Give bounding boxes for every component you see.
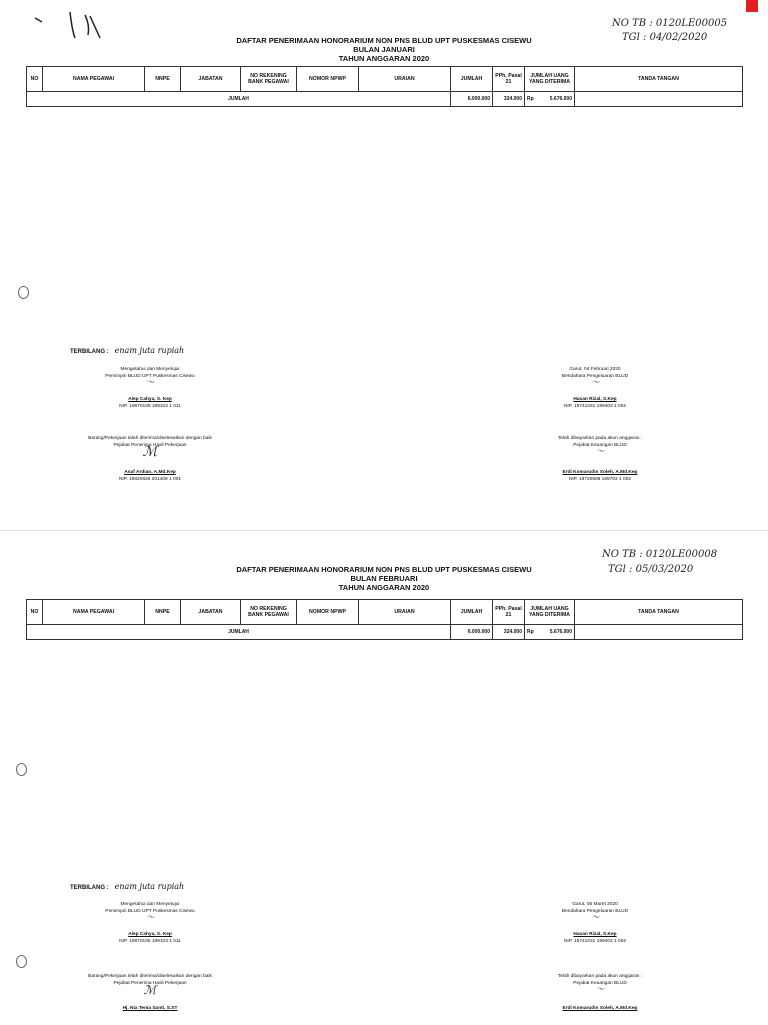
finance-signature: ～ <box>595 985 605 995</box>
receiver-caption: Barang/Pekerjaan telah diterima/diselesaikan dengan baik <box>88 974 212 979</box>
total-diterima <box>525 625 575 640</box>
doc-year: TAHUN ANGGARAN 2020 <box>338 583 430 592</box>
receiver-signature: ℳ <box>142 444 158 460</box>
finance-name: Erdi Komarudin Soleh, A.Md.Kep <box>562 1006 638 1011</box>
finance-block <box>520 973 680 1012</box>
col-pph: PPh. Pasal 21 <box>493 67 525 92</box>
receiver-signature: ℳ <box>143 983 157 997</box>
doc-month: BULAN JANUARI <box>353 45 415 54</box>
approver-nip: NIP. 19670105 199103 1 011 <box>119 939 181 944</box>
receiver-role: Pejabat Penerima Hasil Pekerjaan <box>113 981 187 986</box>
finance-signature: ～ <box>595 447 605 457</box>
col-jabatan: JABATAN <box>181 600 241 625</box>
handwritten-note-number: NO TB : 0120LE00008 <box>602 549 718 560</box>
table-header-row <box>27 600 743 625</box>
col-tanda-tangan: TANDA TANGAN <box>575 600 743 625</box>
approver-name: Alep Cahya, S. Kep <box>128 932 172 937</box>
receiver-block <box>50 973 250 1012</box>
punch-hole-icon <box>16 955 27 968</box>
col-diterima: JUMLAH UANG YANG DITERIMA <box>525 600 575 625</box>
document-february <box>0 530 768 1025</box>
col-jumlah: JUMLAH <box>451 600 493 625</box>
treasurer-block <box>520 901 670 945</box>
finance-nip: NIP. 19720608 199703 1 002 <box>568 477 632 482</box>
col-nama: NAMA PEGAWAI <box>43 67 145 92</box>
handwritten-note-date: TGl : 04/02/2020 <box>622 32 708 43</box>
col-no: NO <box>27 600 43 625</box>
finance-name: Erdi Komarudin Soleh, A.Md.Kep <box>562 470 638 475</box>
table-total-row <box>27 92 743 107</box>
col-no: NO <box>27 67 43 92</box>
total-jumlah: 6.000.000 <box>451 92 493 107</box>
receiver-name: Anaf Ardian, A.Md.Kep <box>124 470 176 475</box>
approver-block <box>80 366 220 410</box>
col-uraian: URAIAN <box>359 600 451 625</box>
finance-caption: Telah dibayarkan pada akun anggaran : <box>557 974 643 979</box>
total-label: JUMLAH <box>27 92 451 107</box>
terbilang-value: enam juta rupiah <box>114 882 185 891</box>
treasurer-role: Bendahara Pengeluaran BLUD <box>561 374 629 379</box>
treasurer-nip: NIP. 19741031 199403 1 002 <box>563 939 627 944</box>
approver-role: Pemimpin BLUD UPT Puskesmas Cisewu <box>105 909 195 914</box>
col-jabatan: JABATAN <box>181 67 241 92</box>
total-label: JUMLAH <box>27 625 451 640</box>
table-total-row <box>27 625 743 640</box>
treasurer-signature: ～ <box>590 378 600 388</box>
col-rekening: NO REKENING BANK PEGAWAI <box>241 600 297 625</box>
punch-hole-icon <box>16 763 27 776</box>
currency-label: Rp <box>527 629 534 636</box>
punch-hole-icon <box>18 286 29 299</box>
receiver-role: Pejabat Penerima Hasil Pekerjaan <box>113 443 187 448</box>
approver-name: Alep Cahya, S. Kep <box>128 397 172 402</box>
treasurer-block <box>520 366 670 410</box>
treasurer-nip: NIP. 19741031 199403 1 002 <box>563 404 627 409</box>
receiver-nip: NIP. 19820926 201409 1 001 <box>118 477 182 482</box>
terbilang <box>70 882 184 891</box>
approver-caption: Mengetahui dan Menyetujui <box>120 367 180 372</box>
col-npwp: NOMOR NPWP <box>297 67 359 92</box>
table-header-row <box>27 67 743 92</box>
doc-year: TAHUN ANGGARAN 2020 <box>338 54 430 63</box>
total-empty-cell <box>575 92 743 107</box>
doc-title: DAFTAR PENERIMAAN HONORARIUM NON PNS BLUD UPT PUSKESMAS CISEWU <box>236 565 532 574</box>
total-diterima-value: 5.676.000 <box>549 96 572 103</box>
col-nnpe: NNPE <box>145 600 181 625</box>
terbilang-label: TERBILANG : <box>70 349 109 355</box>
col-tanda-tangan: TANDA TANGAN <box>575 67 743 92</box>
treasurer-name: Hasan Rizal, S.Kep <box>573 397 617 402</box>
approver-nip: NIP. 19670105 199103 1 011 <box>119 404 181 409</box>
approver-block <box>80 901 220 945</box>
col-uraian: URAIAN <box>359 67 451 92</box>
doc-title: DAFTAR PENERIMAAN HONORARIUM NON PNS BLUD UPT PUSKESMAS CISEWU <box>236 36 532 45</box>
col-rekening: NO REKENING BANK PEGAWAI <box>241 67 297 92</box>
approver-signature: ～ <box>145 913 155 923</box>
red-corner-mark <box>746 0 758 12</box>
treasurer-signature: ～ <box>590 913 600 923</box>
receiver-caption: Barang/Pekerjaan telah diterima/diselesaikan dengan baik <box>88 436 212 441</box>
finance-role: Pejabat Keuangan BLUD <box>573 443 627 448</box>
terbilang-label: TERBILANG : <box>70 885 109 891</box>
treasurer-date: Garut, 05 Maret 2020 <box>572 902 618 907</box>
currency-label: Rp <box>527 96 534 103</box>
finance-block <box>520 435 680 483</box>
total-pph: 324.000 <box>493 92 525 107</box>
treasurer-name: Hasan Rizal, S.Kep <box>573 932 617 937</box>
terbilang <box>70 346 184 355</box>
handwritten-note-number: NO TB : 0120LE00005 <box>612 18 728 29</box>
receiver-name: Hj. Nia Tenia Santi, S.ST <box>122 1006 178 1011</box>
col-nama: NAMA PEGAWAI <box>43 600 145 625</box>
col-npwp: NOMOR NPWP <box>297 600 359 625</box>
total-diterima-value: 5.676.000 <box>549 629 572 636</box>
doc-month: BULAN FEBRUARI <box>350 574 418 583</box>
total-pph: 324.000 <box>493 625 525 640</box>
treasurer-date: Garut, 04 Februari 2020 <box>569 367 621 372</box>
total-jumlah: 6.000.000 <box>451 625 493 640</box>
total-diterima <box>525 92 575 107</box>
finance-caption: Telah dibayarkan pada akun anggaran : <box>557 436 643 441</box>
handwritten-note-date: TGl : 05/03/2020 <box>608 564 694 575</box>
approver-caption: Mengetahui dan Menyetujui <box>120 902 180 907</box>
receiver-block <box>50 435 250 483</box>
approver-role: Pemimpin BLUD UPT Puskesmas Cisewu <box>105 374 195 379</box>
col-diterima: JUMLAH UANG YANG DITERIMA <box>525 67 575 92</box>
total-empty-cell <box>575 625 743 640</box>
col-jumlah: JUMLAH <box>451 67 493 92</box>
terbilang-value: enam juta rupiah <box>114 346 185 355</box>
treasurer-role: Bendahara Pengeluaran BLUD <box>561 909 629 914</box>
col-nnpe: NNPE <box>145 67 181 92</box>
col-pph: PPh. Pasal 21 <box>493 600 525 625</box>
approver-signature: ～ <box>145 378 155 388</box>
honorarium-table <box>26 599 743 640</box>
finance-role: Pejabat Keuangan BLUD <box>573 981 627 986</box>
honorarium-table <box>26 66 743 107</box>
